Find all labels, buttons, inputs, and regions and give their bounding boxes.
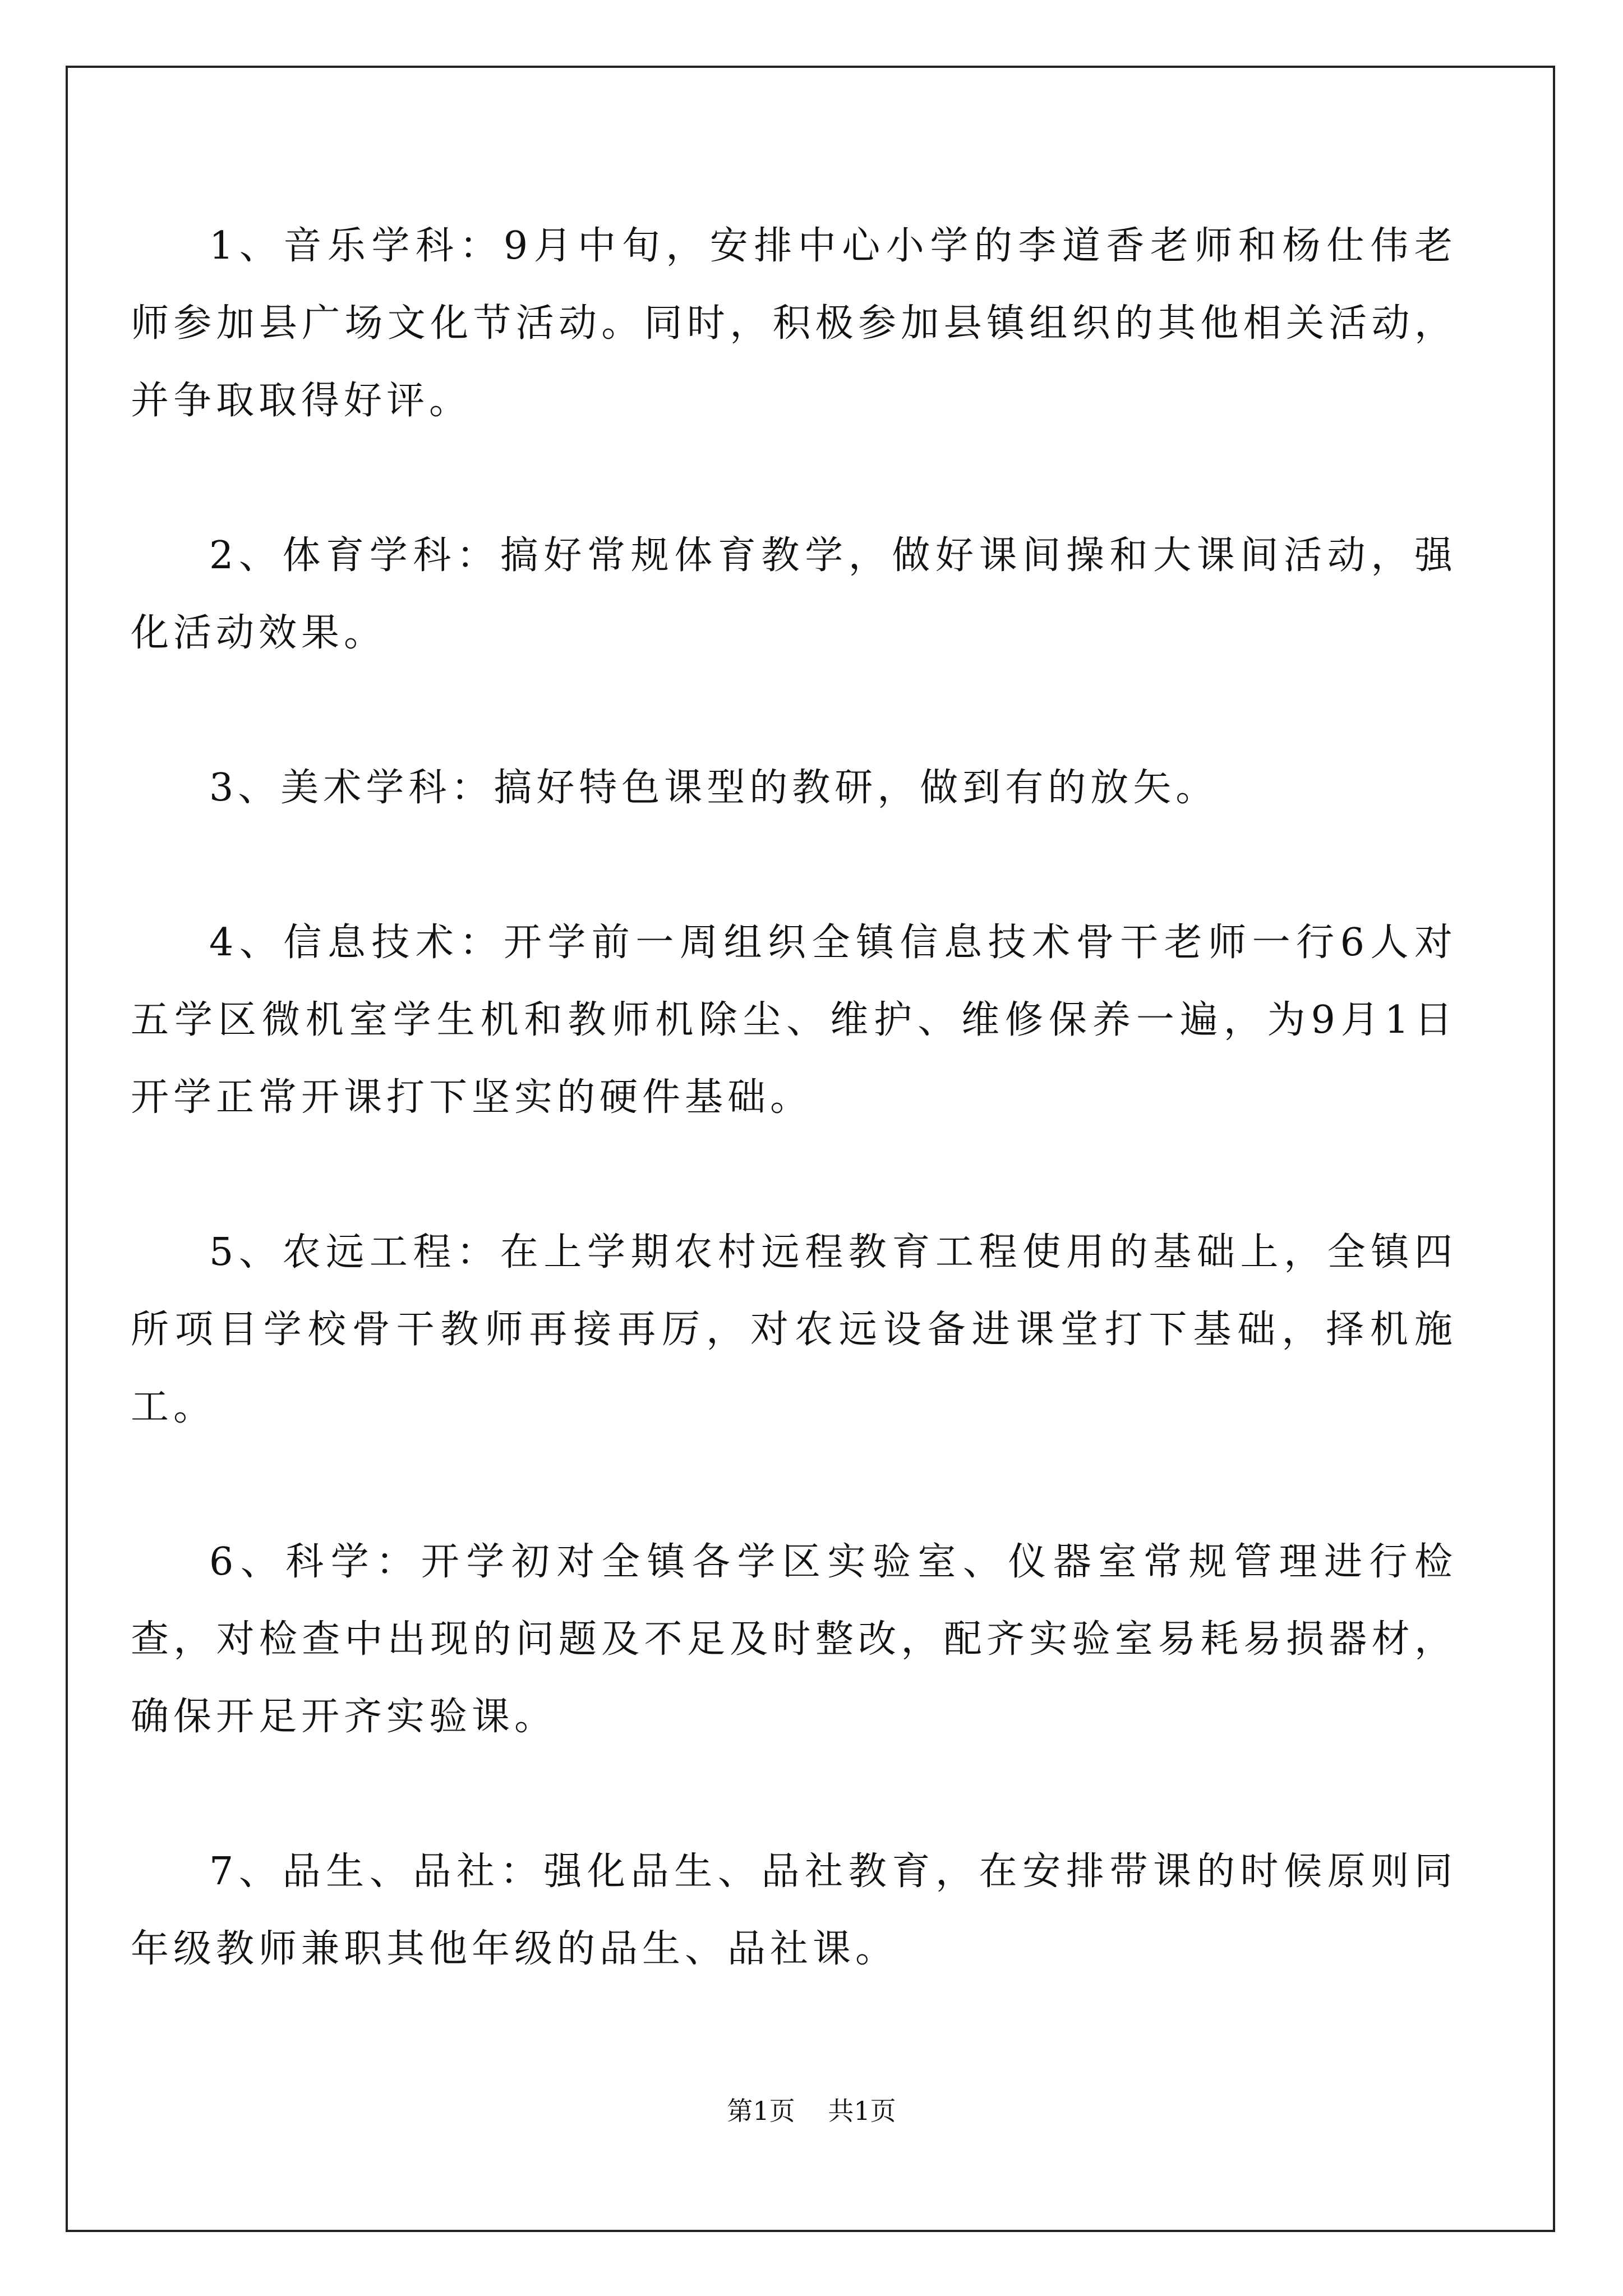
paragraph-science: 6、科学：开学初对全镇各学区实验室、仪器室常规管理进行检查，对检查中出现的问题及不足及时整改，配齐实验室易耗易损器材，确保开足开齐实验课。: [131, 1540, 1457, 1739]
paragraph-morality: 7、品生、品社：强化品生、品社教育，在安排带课的时候原则同年级教师兼职其他年级的品生、品社课。: [131, 1849, 1457, 1971]
page-footer: [0, 2091, 1623, 2128]
paragraph-remote-education: 5、农远工程：在上学期农村远程教育工程使用的基础上，全镇四所项目学校骨干教师再接再厉，对农远设备进课堂打下基础，择机施工。: [131, 1230, 1457, 1429]
page-total: 共1页: [828, 2096, 896, 2126]
paragraph-it: 4、信息技术：开学前一周组织全镇信息技术骨干老师一行6人对五学区微机室学生机和教师机除尘、维护、维修保养一遍，为9月1日开学正常开课打下坚实的硬件基础。: [131, 921, 1457, 1120]
paragraph-art: 3、美术学科：搞好特色课型的教研，做到有的放矢。: [209, 766, 1219, 810]
page-number: 第1页: [727, 2096, 795, 2126]
document-body: [131, 208, 1457, 2065]
paragraph-pe: 2、体育学科：搞好常规体育教学，做好课间操和大课间活动，强化活动效果。: [131, 533, 1457, 655]
paragraph-music: 1、音乐学科：9月中旬，安排中心小学的李道香老师和杨仕伟老师参加县广场文化节活动。同时，积极参加县镇组织的其他相关活动，并争取取得好评。: [131, 224, 1457, 423]
